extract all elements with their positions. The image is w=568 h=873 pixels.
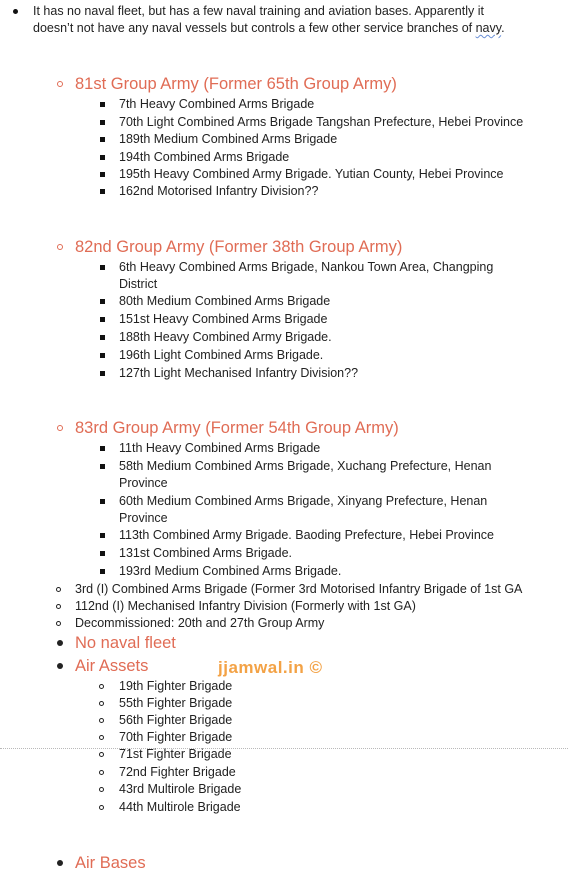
square-bullet-icon [100, 335, 105, 340]
square-bullet-icon [100, 353, 105, 358]
list-item: 19th Fighter Brigade [119, 679, 233, 693]
list-item: 112nd (I) Mechanised Infantry Division (Formerly with 1st GA) [75, 599, 416, 613]
list-item: 189th Medium Combined Arms Brigade [119, 132, 338, 146]
list-item: 196th Light Combined Arms Brigade. [119, 348, 324, 362]
bullet-icon [57, 663, 63, 669]
square-bullet-icon [100, 317, 105, 322]
hollow-bullet-icon [57, 81, 63, 87]
hollow-bullet-icon [56, 604, 61, 609]
list-item: 71st Fighter Brigade [119, 747, 232, 761]
list-item: Decommissioned: 20th and 27th Group Army [75, 616, 325, 630]
square-bullet-icon [100, 137, 105, 142]
square-bullet-icon [100, 172, 105, 177]
square-bullet-icon [100, 533, 105, 538]
bullet-icon [57, 640, 63, 646]
list-item: 151st Heavy Combined Arms Brigade [119, 312, 328, 326]
hollow-bullet-icon [99, 752, 104, 757]
list-item-continuation: Province [119, 511, 168, 525]
list-item: 113th Combined Army Brigade. Baoding Prefecture, Hebei Province [119, 528, 494, 542]
list-item: 72nd Fighter Brigade [119, 765, 236, 779]
hollow-bullet-icon [57, 244, 63, 250]
bullet-icon [13, 9, 18, 14]
list-item: 6th Heavy Combined Arms Brigade, Nankou Town Area, Changping [119, 260, 494, 274]
hollow-bullet-icon [56, 621, 61, 626]
list-item: 194th Combined Arms Brigade [119, 150, 290, 164]
intro-line-1: It has no naval fleet, but has a few naval training and aviation bases. Apparently it [33, 4, 484, 18]
hollow-bullet-icon [99, 787, 104, 792]
list-item: 60th Medium Combined Arms Brigade, Xinyang Prefecture, Henan [119, 494, 488, 508]
heading-air-assets: Air Assets [75, 657, 149, 675]
list-item: 55th Fighter Brigade [119, 696, 233, 710]
square-bullet-icon [100, 551, 105, 556]
list-item: 43rd Multirole Brigade [119, 782, 242, 796]
list-item: 193rd Medium Combined Arms Brigade. [119, 564, 342, 578]
square-bullet-icon [100, 120, 105, 125]
heading-82nd-group-army: 82nd Group Army (Former 38th Group Army) [75, 238, 403, 256]
heading-no-naval-fleet: No naval fleet [75, 634, 176, 652]
square-bullet-icon [100, 155, 105, 160]
square-bullet-icon [100, 499, 105, 504]
heading-81st-group-army: 81st Group Army (Former 65th Group Army) [75, 75, 397, 93]
spellcheck-word: navy [475, 21, 502, 35]
intro-line-2: doesn’t not have any naval vessels but controls a few other service branches of navy. [33, 21, 505, 35]
hollow-bullet-icon [99, 805, 104, 810]
list-item: 7th Heavy Combined Arms Brigade [119, 97, 315, 111]
hollow-bullet-icon [99, 701, 104, 706]
list-item: 58th Medium Combined Arms Brigade, Xuchang Prefecture, Henan [119, 459, 492, 473]
list-item: 80th Medium Combined Arms Brigade [119, 294, 331, 308]
list-item: 11th Heavy Combined Arms Brigade [119, 441, 321, 455]
page-break-divider [0, 748, 568, 749]
heading-83rd-group-army: 83rd Group Army (Former 54th Group Army) [75, 419, 399, 437]
square-bullet-icon [100, 446, 105, 451]
watermark: jjamwal.in © [218, 658, 323, 677]
list-item: 3rd (I) Combined Arms Brigade (Former 3rd Motorised Infantry Brigade of 1st GA [75, 582, 523, 596]
hollow-bullet-icon [99, 684, 104, 689]
list-item: 70th Fighter Brigade [119, 730, 233, 744]
list-item: 44th Multirole Brigade [119, 800, 241, 814]
list-item-continuation: Province [119, 476, 168, 490]
list-item: 188th Heavy Combined Army Brigade. [119, 330, 332, 344]
square-bullet-icon [100, 371, 105, 376]
list-item: 56th Fighter Brigade [119, 713, 233, 727]
hollow-bullet-icon [56, 587, 61, 592]
list-item: 70th Light Combined Arms Brigade Tangshan Prefecture, Hebei Province [119, 115, 524, 129]
square-bullet-icon [100, 265, 105, 270]
list-item: 162nd Motorised Infantry Division?? [119, 184, 319, 198]
square-bullet-icon [100, 299, 105, 304]
list-item: 131st Combined Arms Brigade. [119, 546, 293, 560]
list-item-continuation: District [119, 277, 158, 291]
hollow-bullet-icon [57, 425, 63, 431]
list-item: 195th Heavy Combined Army Brigade. Yutian County, Hebei Province [119, 167, 504, 181]
square-bullet-icon [100, 569, 105, 574]
square-bullet-icon [100, 102, 105, 107]
square-bullet-icon [100, 464, 105, 469]
list-item: 127th Light Mechanised Infantry Division?? [119, 366, 359, 380]
hollow-bullet-icon [99, 735, 104, 740]
square-bullet-icon [100, 189, 105, 194]
hollow-bullet-icon [99, 770, 104, 775]
bullet-icon [57, 860, 63, 866]
hollow-bullet-icon [99, 718, 104, 723]
heading-air-bases: Air Bases [75, 854, 146, 872]
